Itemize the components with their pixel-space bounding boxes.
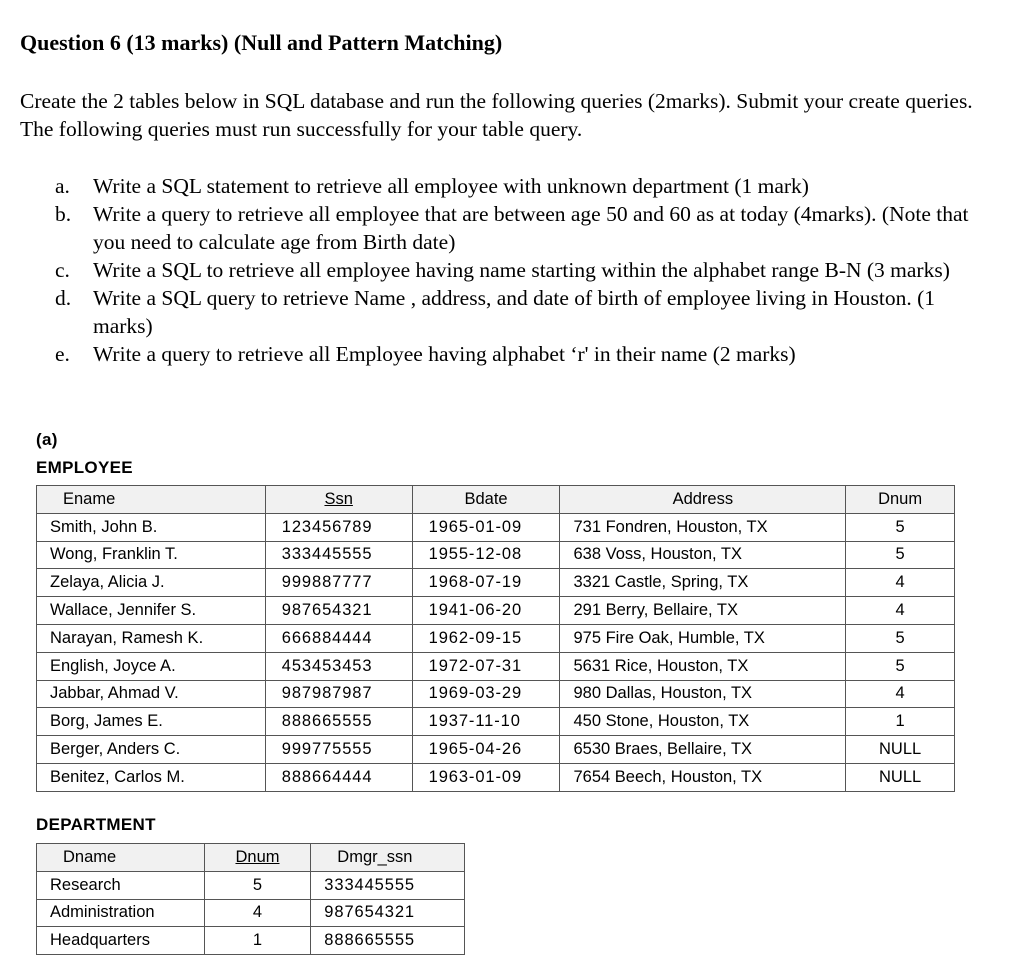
cell-ename: Zelaya, Alicia J. [37, 569, 266, 597]
cell-dnum: 4 [846, 597, 955, 625]
question-heading: Question 6 (13 marks) (Null and Pattern Matching) [20, 30, 503, 55]
cell-ename: Benitez, Carlos M. [37, 763, 266, 791]
cell-ename: Jabbar, Ahmad V. [37, 680, 266, 708]
cell-ename: English, Joyce A. [37, 652, 266, 680]
question-item-label: a. [55, 174, 70, 198]
table-row [37, 652, 955, 680]
cell-ename: Narayan, Ramesh K. [37, 624, 266, 652]
col-header-address: Address [560, 486, 846, 514]
question-item-text: Write a query to retrieve all employee that are between age 50 and 60 as at today (4marks). (Note that you need to calculate age from Birth date) [93, 202, 969, 254]
cell-dnum: 1 [204, 927, 311, 955]
cell-dnum: 5 [846, 513, 955, 541]
cell-dnum: 5 [204, 871, 311, 899]
cell-address: 7654 Beech, Houston, TX [560, 763, 846, 791]
department-table-title: DEPARTMENT [36, 815, 156, 834]
table-row [37, 597, 955, 625]
cell-ssn: 453453453 [265, 652, 412, 680]
cell-dnum: 4 [204, 899, 311, 927]
question-item-a [50, 172, 1000, 200]
cell-bdate: 1937-11-10 [412, 708, 560, 736]
table-row [37, 763, 955, 791]
question-intro: Create the 2 tables below in SQL database and run the following queries (2marks). Submit your create queries. The following queries must run successfully for your table query. [20, 89, 973, 141]
department-table [36, 843, 465, 955]
table-row [37, 624, 955, 652]
col-header-bdate: Bdate [412, 486, 560, 514]
cell-bdate: 1963-01-09 [412, 763, 560, 791]
question-item-c [50, 256, 1000, 284]
cell-ename: Wong, Franklin T. [37, 541, 266, 569]
cell-bdate: 1941-06-20 [412, 597, 560, 625]
cell-ssn: 333445555 [265, 541, 412, 569]
question-item-text: Write a query to retrieve all Employee having alphabet ‘r' in their name (2 marks) [93, 342, 796, 366]
cell-ssn: 987987987 [265, 680, 412, 708]
cell-dmgr-ssn: 333445555 [311, 871, 465, 899]
employee-table-title: EMPLOYEE [36, 458, 133, 477]
cell-bdate: 1968-07-19 [412, 569, 560, 597]
question-item-label: b. [55, 202, 72, 226]
cell-ename: Berger, Anders C. [37, 736, 266, 764]
cell-dname: Headquarters [37, 927, 205, 955]
cell-bdate: 1969-03-29 [412, 680, 560, 708]
question-item-d [50, 284, 1000, 340]
table-row [37, 680, 955, 708]
table-row [37, 569, 955, 597]
cell-dnum: NULL [846, 763, 955, 791]
cell-dnum: 5 [846, 624, 955, 652]
question-item-b [50, 200, 1000, 256]
col-header-dnum: Dnum [846, 486, 955, 514]
col-header-ssn: Ssn [265, 486, 412, 514]
question-item-label: e. [55, 342, 70, 366]
table-row [37, 871, 465, 899]
cell-ssn: 987654321 [265, 597, 412, 625]
cell-bdate: 1965-01-09 [412, 513, 560, 541]
table-row [37, 708, 955, 736]
cell-address: 450 Stone, Houston, TX [560, 708, 846, 736]
question-item-text: Write a SQL to retrieve all employee having name starting within the alphabet range B-N (3 marks) [93, 258, 950, 282]
cell-ssn: 123456789 [265, 513, 412, 541]
cell-dnum: 1 [846, 708, 955, 736]
cell-address: 980 Dallas, Houston, TX [560, 680, 846, 708]
cell-ssn: 888665555 [265, 708, 412, 736]
employee-header-row [37, 486, 955, 514]
cell-address: 638 Voss, Houston, TX [560, 541, 846, 569]
cell-address: 6530 Braes, Bellaire, TX [560, 736, 846, 764]
col-header-dmgr-ssn: Dmgr_ssn [311, 844, 465, 872]
cell-bdate: 1972-07-31 [412, 652, 560, 680]
col-header-dname: Dname [37, 844, 205, 872]
table-row [37, 736, 955, 764]
question-item-e [50, 340, 1000, 368]
cell-ename: Smith, John B. [37, 513, 266, 541]
cell-ssn: 999887777 [265, 569, 412, 597]
question-item-text: Write a SQL query to retrieve Name , address, and date of birth of employee living in Houston. (1 marks) [93, 286, 935, 338]
cell-ssn: 999775555 [265, 736, 412, 764]
cell-ssn: 888664444 [265, 763, 412, 791]
cell-address: 975 Fire Oak, Humble, TX [560, 624, 846, 652]
question-item-label: d. [55, 286, 72, 310]
cell-dnum: 5 [846, 541, 955, 569]
table-row [37, 927, 465, 955]
cell-ename: Wallace, Jennifer S. [37, 597, 266, 625]
department-header-row [37, 844, 465, 872]
col-header-dnum: Dnum [204, 844, 311, 872]
employee-table [36, 485, 955, 792]
cell-ssn: 666884444 [265, 624, 412, 652]
question-item-label: c. [55, 258, 70, 282]
table-row [37, 899, 465, 927]
cell-address: 731 Fondren, Houston, TX [560, 513, 846, 541]
cell-address: 3321 Castle, Spring, TX [560, 569, 846, 597]
cell-dname: Research [37, 871, 205, 899]
table-row [37, 513, 955, 541]
cell-dnum: NULL [846, 736, 955, 764]
cell-ename: Borg, James E. [37, 708, 266, 736]
cell-dmgr-ssn: 987654321 [311, 899, 465, 927]
cell-address: 5631 Rice, Houston, TX [560, 652, 846, 680]
cell-dnum: 4 [846, 569, 955, 597]
cell-bdate: 1962-09-15 [412, 624, 560, 652]
cell-dnum: 4 [846, 680, 955, 708]
cell-bdate: 1955-12-08 [412, 541, 560, 569]
table-row [37, 541, 955, 569]
col-header-ename: Ename [37, 486, 266, 514]
question-item-text: Write a SQL statement to retrieve all employee with unknown department (1 mark) [93, 174, 809, 198]
cell-dnum: 5 [846, 652, 955, 680]
cell-address: 291 Berry, Bellaire, TX [560, 597, 846, 625]
cell-dmgr-ssn: 888665555 [311, 927, 465, 955]
question-list [50, 172, 1000, 368]
figure-label: (a) [36, 430, 58, 449]
cell-dname: Administration [37, 899, 205, 927]
cell-bdate: 1965-04-26 [412, 736, 560, 764]
